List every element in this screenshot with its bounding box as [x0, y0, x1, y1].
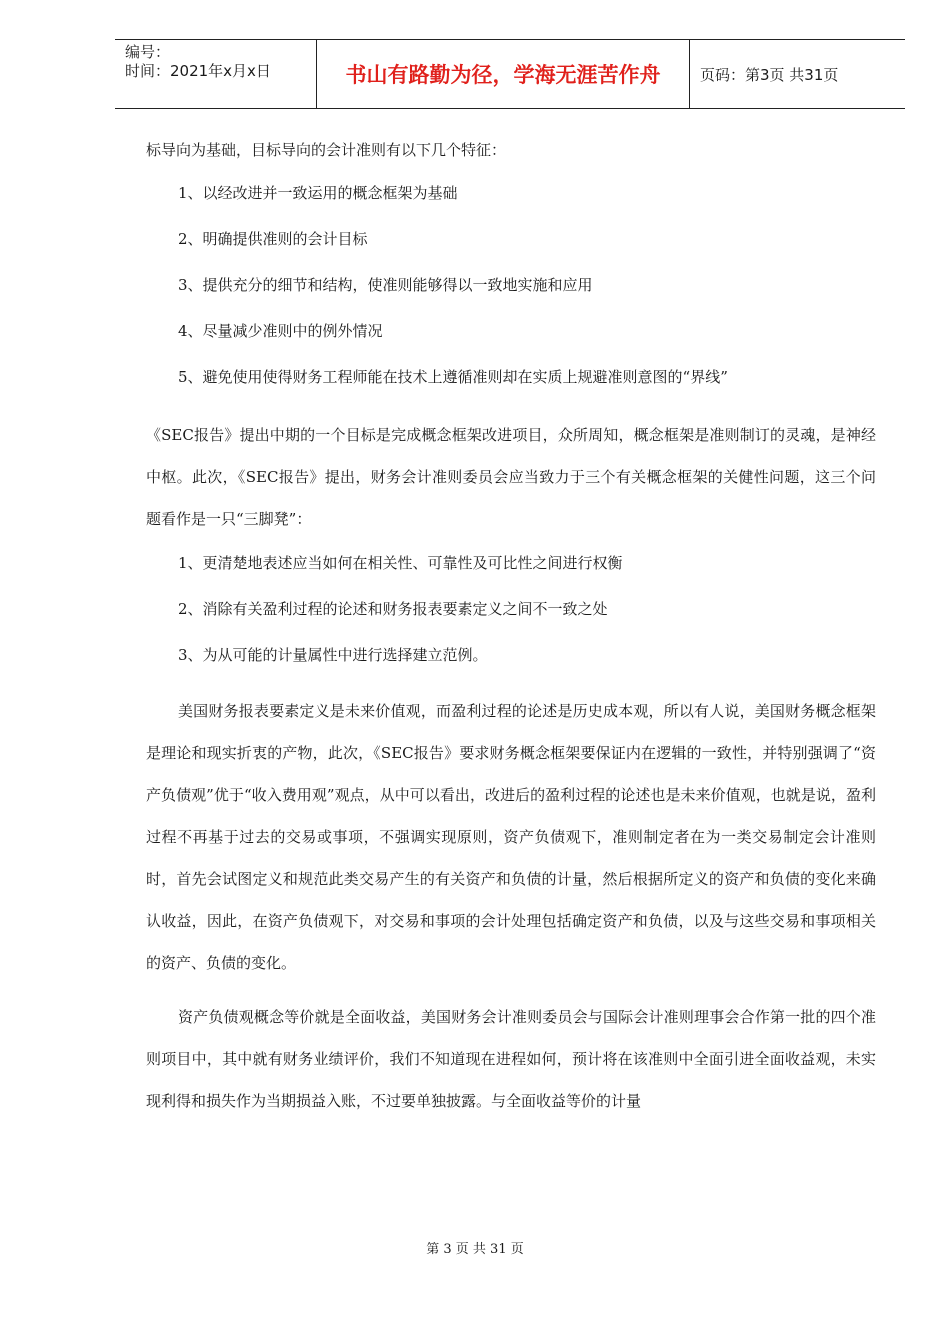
page-footer: 第 3 页 共 31 页: [426, 1242, 524, 1257]
paragraph-comprehensive-income: 资产负债观概念等价就是全面收益，美国财务会计准则委员会与国际会计准则理事会合作第一批的四个准则项目中，其中就有财务业绩评价，我们不知道现在进程如何，预计将在该准则中全面引进全面收益观，未实现利得和损失作为当期损益入账，不过要单独披露。与全面收益等价的计量: [146, 1008, 876, 1110]
feature-item: 1、以经改进并一致运用的概念框架为基础: [178, 184, 458, 202]
page-header: [115, 39, 905, 109]
document-body: [146, 130, 876, 1122]
header-motto: 书山有路勤为径，学海无涯苦作舟: [316, 40, 690, 108]
header-page-number: 页码：第3页 共31页: [700, 65, 839, 84]
feature-item: 4、尽量减少准则中的例外情况: [178, 322, 383, 340]
feature-item: 3、提供充分的细节和结构，使准则能够得以一致地实施和应用: [178, 276, 593, 294]
feature-item: 5、避免使用使得财务工程师能在技术上遵循准则却在实质上规避准则意图的“界线”: [178, 368, 728, 386]
serial-label: 编号：: [125, 43, 171, 61]
paragraph-us-framework: 美国财务报表要素定义是未来价值观，而盈利过程的论述是历史成本观，所以有人说，美国财务概念框架是理论和现实折衷的产物，此次，《SEC报告》要求财务概念框架要保证内在逻辑的一致性，并特别强调了“资产负债观”优于“收入费用观”观点，从中可以看出，改进后的盈利过程的论述也是未来价值观，也就是说，盈利过程不再基于过去的交易或事项，不强调实现原则，资产负债观下，准则制定者在为一类交易制定会计准则时，首先会试图定义和规范此类交易产生的有关资产和负债的计量，然后根据所定义的资产和负债的变化来确认收益，因此，在资产负债观下，对交易和事项的会计处理包括确定资产和负债，以及与这些交易和事项相关的资产、负债的变化。: [146, 702, 876, 972]
paragraph-sec-report: 《SEC报告》提出中期的一个目标是完成概念框架改进项目，众所周知，概念框架是准则制订的灵魂，是神经中枢。此次，《SEC报告》提出，财务会计准则委员会应当致力于三个有关概念框架的关健性问题，这三个问题看作是一只“三脚凳”：: [146, 426, 876, 528]
intro-line: 标导向为基础，目标导向的会计准则有以下几个特征：: [146, 141, 507, 159]
issue-item: 3、为从可能的计量属性中进行选择建立范例。: [178, 646, 488, 664]
issue-item: 2、消除有关盈利过程的论述和财务报表要素定义之间不一致之处: [178, 600, 608, 618]
header-meta: [115, 40, 316, 108]
feature-item: 2、明确提供准则的会计目标: [178, 230, 368, 248]
issue-item: 1、更清楚地表述应当如何在相关性、可靠性及可比性之间进行权衡: [178, 554, 623, 572]
time-label: 时间：2021年x月x日: [125, 62, 271, 80]
